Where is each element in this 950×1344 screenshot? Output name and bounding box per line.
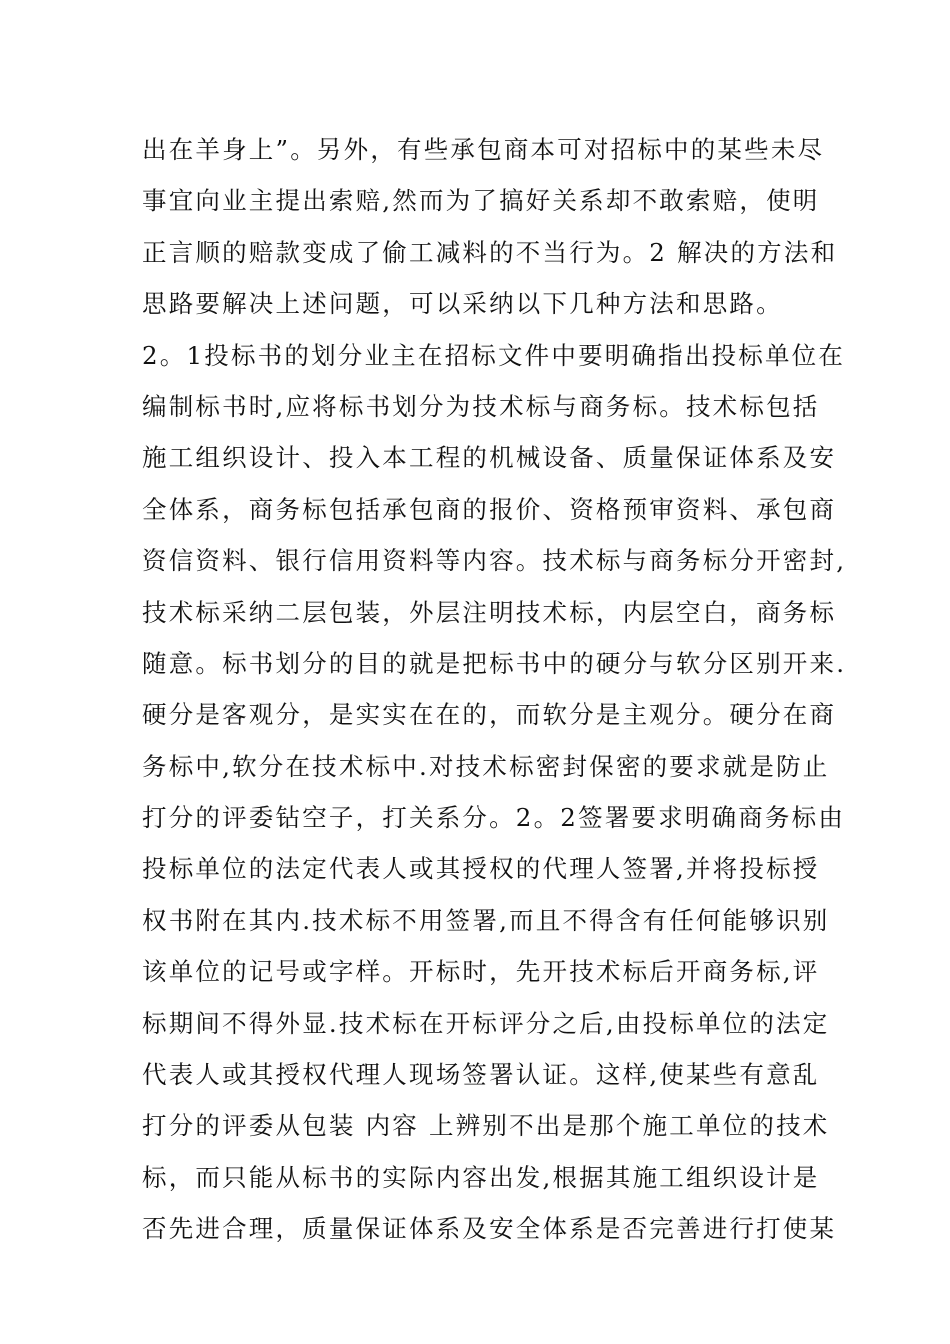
text-line: 权书附在其内.技术标不用签署,而且不得含有任何能够识别 (142, 905, 830, 935)
text-line: 随意。标书划分的目的就是把标书中的硬分与软分区别开来. (142, 648, 847, 678)
text-line: 全体系，商务标包括承包商的报价、资格预审资料、承包商 (142, 494, 837, 524)
text-line: 硬分是客观分，是实实在在的，而软分是主观分。硬分在商 (142, 700, 837, 730)
text-line: 标期间不得外显.技术标在开标评分之后,由投标单位的法定 (142, 1008, 830, 1038)
text-line: 出在羊身上”。另外，有些承包商本可对招标中的某些未尽 (142, 135, 825, 164)
text-line: 2。1投标书的划分业主在招标文件中要明确指出投标单位在 (142, 340, 846, 370)
text-line: 思路要解决上述问题，可以采纳以下几种方法和思路。 (142, 289, 783, 319)
text-line: 代表人或其授权代理人现场签署认证。这样,使某些有意乱 (142, 1060, 820, 1090)
text-line: 编制标书时,应将标书划分为技术标与商务标。技术标包括 (142, 391, 820, 421)
text-line: 标，而只能从标书的实际内容出发,根据其施工组织设计是 (142, 1162, 820, 1192)
text-line: 打分的评委从包装 内容 上辨别不出是那个施工单位的技术 (142, 1111, 830, 1141)
text-line: 打分的评委钻空子，打关系分。2。2签署要求明确商务标由 (142, 803, 846, 833)
body-text (142, 124, 847, 1255)
text-line: 该单位的记号或字样。开标时，先开技术标后开商务标,评 (142, 957, 820, 987)
text-line: 施工组织设计、投入本工程的机械设备、质量保证体系及安 (142, 443, 837, 473)
text-line: 务标中,软分在技术标中.对技术标密封保密的要求就是防止 (142, 751, 830, 781)
text-line: 资信资料、银行信用资料等内容。技术标与商务标分开密封, (142, 546, 847, 576)
text-line: 投标单位的法定代表人或其授权的代理人签署,并将投标授 (142, 854, 820, 884)
text-line: 技术标采纳二层包装，外层注明技术标，内层空白，商务标 (142, 597, 837, 627)
text-line: 否先进合理，质量保证体系及安全体系是否完善进行打使某 (142, 1214, 837, 1244)
text-line: 事宜向业主提出索赔,然而为了搞好关系却不敢索赔，使明 (142, 186, 820, 216)
text-line: 正言顺的赔款变成了偷工减料的不当行为。2 解决的方法和 (142, 237, 838, 267)
